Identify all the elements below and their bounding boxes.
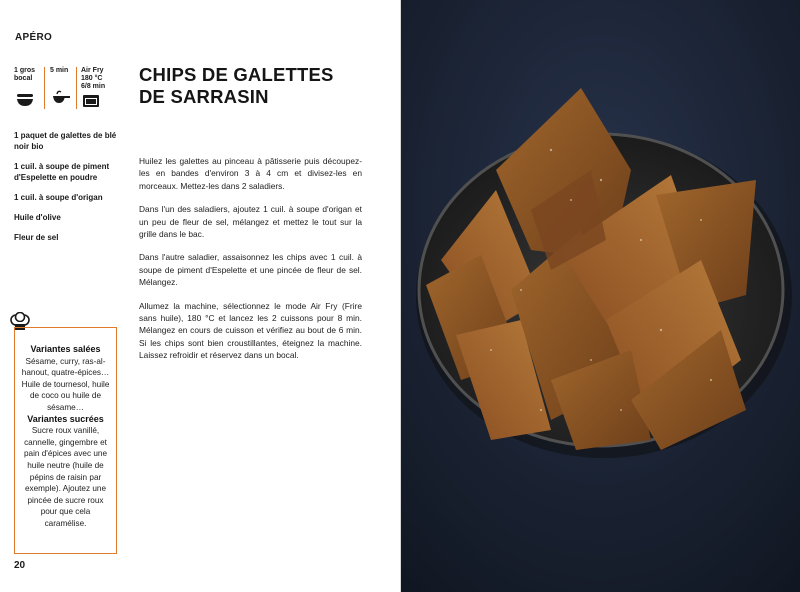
air-fryer-icon [82,94,100,108]
meta-sep [44,67,46,109]
ingredient-item: 1 paquet de galettes de blé noir bio [14,131,117,151]
step-paragraph: Huilez les galettes au pinceau à pâtisserie puis découpez-les en bandes d'environ 3 à 4 cm et divisez-les en morceaux. Mettez-les dans 2 saladiers. [139,156,362,191]
ingredient-item: 1 cuil. à soupe de piment d'Espelette en poudre [14,162,110,182]
section-label: APÉRO [15,32,53,43]
cooking-temp: 180 °C [81,75,103,82]
step-paragraph: Dans l'un des saladiers, ajoutez 1 cuil. à soupe d'origan et un peu de fleur de sel, mélangez et mettez le tout sur la grille dans le bac. [139,204,362,240]
prep-time-text: 5 min [50,67,69,74]
portions-text: 1 gros bocal [14,67,36,82]
title-line: DE SARRASIN [139,86,269,107]
meta-sep [76,67,78,109]
meta-cooking [81,67,109,109]
step-paragraph: Allumez la machine, sélectionnez le mode Air Fry (Frire sans huile), 180 °C et lancez les 2 cuissons pour 8 min. Mélangez en cours de cuisson et vérifiez au bout de 6 min. Si les chips sont bien croustillantes, éteignez la machine. Laissez refroidir et réservez dans un bocal. [139,300,362,361]
cooking-time: 6/8 min [81,83,106,90]
variants-sucrees-title: Variantes sucrées [27,413,104,424]
variants-box [14,327,117,554]
recipe-title [139,64,334,108]
bowl-icon [16,93,34,107]
recipe-steps [139,155,362,373]
ingredient-item: Huile d'olive [14,213,61,222]
meta-prep [50,67,76,109]
ingredient-item: Fleur de sel [14,233,59,242]
variants-salees-text: Sésame, curry, ras-al-hanout, quatre-épices… Huile de tournesol, huile de coco ou huile de sésame… [21,356,110,412]
ingredients-list [14,130,124,252]
variants-salees-title: Variantes salées [30,344,101,354]
meta-portions [14,67,44,109]
chips-bowl-illustration [401,0,800,592]
ingredient-item: 1 cuil. à soupe d'origan [14,193,103,202]
recipe-photo [401,0,800,592]
page-number: 20 [14,560,26,571]
variants-sucrees-text: Sucre roux vanillé, cannelle, gingembre et pain d'épices avec une huile neutre (huile de pépins de raisin par exemple). Ajoutez une pincée de sucre roux pour que cela caramélise. [23,426,108,528]
step-paragraph: Dans l'autre saladier, assaisonnez les chips avec 1 cuil. à soupe de piment d'Espelette et une pincée de fleur de sel. Mélangez. [139,252,362,288]
title-line: CHIPS DE GALETTES [139,64,334,85]
cooking-mode: Air Fry [81,67,104,74]
pan-icon [51,89,71,105]
